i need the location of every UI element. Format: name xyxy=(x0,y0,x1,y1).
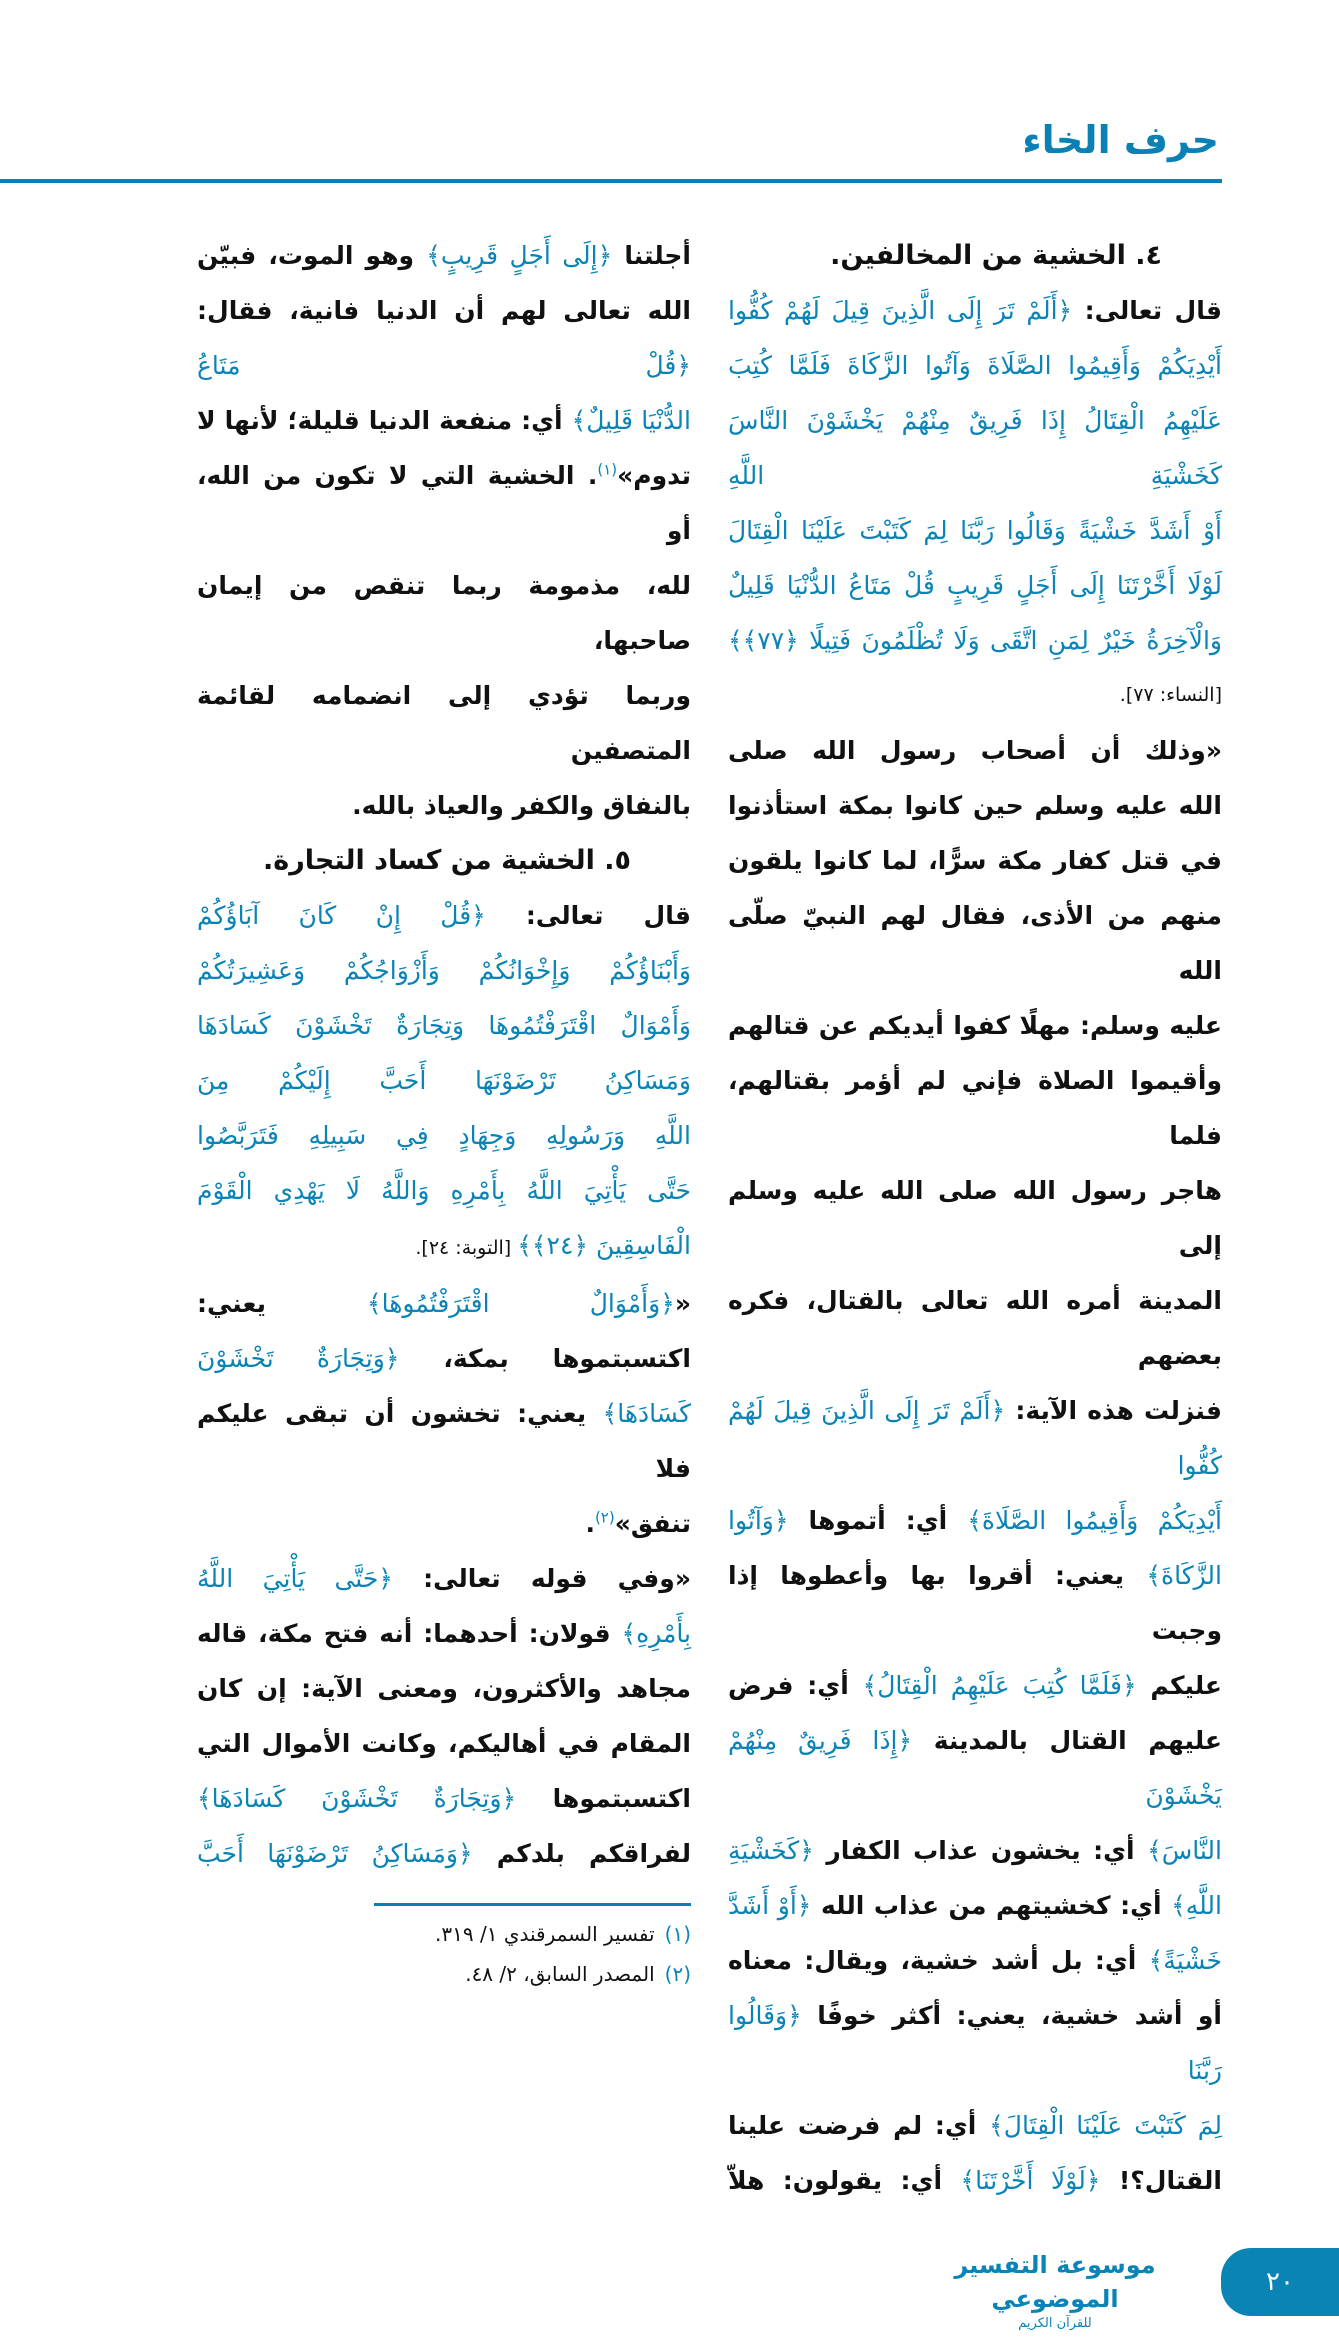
text-line xyxy=(197,778,691,833)
page-number-badge xyxy=(1221,2248,1339,2316)
quran-verse: وَمَسَاكِنُ تَرْضَوْنَهَا أَحَبَّ إِلَيْكُمْ مِنَ xyxy=(197,1066,691,1095)
text-line xyxy=(197,1716,691,1771)
body-text: لفراقكم بلدكم xyxy=(472,1839,691,1868)
text-line xyxy=(728,668,1222,723)
text-line xyxy=(728,1383,1222,1493)
body-text: هاجر رسول الله صلى الله عليه وسلم إلى xyxy=(728,1176,1222,1260)
quran-verse: ﴿فَلَمَّا كُتِبَ عَلَيْهِمُ الْقِتَالُ﴾ xyxy=(862,1671,1137,1700)
columns xyxy=(0,228,1339,2208)
body-text: وربما تؤدي إلى انضمامه لقائمة المتصفين xyxy=(197,681,691,765)
text-line xyxy=(197,943,691,998)
text-line xyxy=(728,1823,1222,1878)
quran-verse: وَالْآخِرَةُ خَيْرٌ لِمَنِ اتَّقَى وَلَا تُظْلَمُونَ فَتِيلًا ﴿٧٧﴾﴾ xyxy=(728,626,1222,655)
text-line xyxy=(728,833,1222,888)
body-text: الله تعالى لهم أن الدنيا فانية، فقال: xyxy=(197,296,691,325)
body-text: تدوم» xyxy=(617,461,691,490)
logo-title: موسوعة التفسير الموضوعي xyxy=(954,2251,1156,2313)
body-text: « xyxy=(674,1289,691,1318)
quran-verse: خَشْيَةً﴾ xyxy=(1148,1946,1222,1975)
quran-verse: ﴿وَتِجَارَةٌ تَخْشَوْنَ xyxy=(197,1344,400,1373)
text-line xyxy=(728,1878,1222,1933)
body-text: منهم من الأذى، فقال لهم النبيّ صلّى الله xyxy=(728,901,1222,985)
right-column xyxy=(728,228,1222,2208)
body-text: ٥. الخشية من كساد التجارة. xyxy=(263,845,631,876)
body-text: عليهم القتال بالمدينة xyxy=(912,1726,1222,1755)
body-text: اكتسبتموها xyxy=(516,1784,691,1813)
quran-verse: ﴿أَلَمْ تَرَ إِلَى الَّذِينَ قِيلَ لَهُمْ كُفُّوا xyxy=(728,1396,1222,1480)
body-text: يعني: تخشون أن تبقى عليكم فلا xyxy=(197,1399,691,1483)
text-line xyxy=(728,888,1222,998)
text-line xyxy=(728,778,1222,833)
quran-verse: ﴿إِلَى أَجَلٍ قَرِيبٍ﴾ xyxy=(426,241,613,270)
left-column-lines xyxy=(197,228,691,1881)
logo-subtitle: للقرآن الكريم xyxy=(1018,2316,1092,2331)
body-text: تنفق» xyxy=(614,1509,691,1538)
quran-verse: ﴿إِذَا فَرِيقٌ مِنْهُمْ يَخْشَوْنَ xyxy=(728,1726,1222,1810)
text-line xyxy=(197,1218,691,1276)
footnote-marker[interactable]: (١) xyxy=(597,460,618,479)
body-text: . الخشية التي لا تكون من الله، أو xyxy=(197,461,691,545)
body-text: «وفي قوله تعالى: xyxy=(392,1564,691,1593)
quran-verse: عَلَيْهِمُ الْقِتَالُ إِذَا فَرِيقٌ مِنْهُمْ يَخْشَوْنَ النَّاسَ كَخَشْيَةِ اللَّهِ xyxy=(728,406,1222,490)
verse-reference: [التوبة: ٢٤]. xyxy=(415,1237,518,1259)
text-line xyxy=(728,2098,1222,2153)
quran-verse: ﴿أَلَمْ تَرَ إِلَى الَّذِينَ قِيلَ لَهُمْ كُفُّوا xyxy=(728,296,1073,325)
body-text: عليه وسلم: مهلًا كفوا أيديكم عن قتالهم xyxy=(728,1011,1222,1040)
quran-verse: وَأَبْنَاؤُكُمْ وَإِخْوَانُكُمْ وَأَزْوَاجُكُمْ وَعَشِيرَتُكُمْ xyxy=(197,956,691,985)
page-number: ٢٠ xyxy=(1266,2267,1294,2297)
quran-verse: النَّاسَ﴾ xyxy=(1147,1836,1222,1865)
text-line xyxy=(197,1386,691,1496)
text-line xyxy=(728,1548,1222,1658)
quran-verse: اللَّهِ وَرَسُولِهِ وَجِهَادٍ فِي سَبِيلِهِ فَتَرَبَّصُوا xyxy=(197,1121,691,1150)
body-text: أي: منفعة الدنيا قليلة؛ لأنها لا xyxy=(197,406,572,435)
footnote-separator xyxy=(374,1903,691,1906)
quran-verse: ﴿لَوْلَا أَخَّرْتَنَا﴾ xyxy=(960,2166,1101,2195)
quran-verse: ﴿قُلْ مَتَاعُ xyxy=(197,351,691,380)
text-line xyxy=(728,393,1222,503)
body-text: اكتسبتموها بمكة، xyxy=(399,1344,691,1373)
quran-verse: الدُّنْيَا قَلِيلٌ﴾ xyxy=(571,406,691,435)
text-line xyxy=(728,503,1222,558)
text-line xyxy=(197,1826,691,1881)
body-text: أي: فرض xyxy=(728,1671,863,1700)
body-text: أي: يخشون عذاب الكفار xyxy=(813,1836,1148,1865)
text-line xyxy=(728,2153,1222,2208)
quran-verse: ﴿وَتِجَارَةٌ تَخْشَوْنَ كَسَادَهَا﴾ xyxy=(197,1784,517,1813)
text-line xyxy=(728,338,1222,393)
text-line xyxy=(197,1606,691,1661)
quran-verse: الزَّكَاةَ﴾ xyxy=(1146,1561,1222,1590)
text-line xyxy=(197,1108,691,1163)
footnote-marker[interactable]: (٢) xyxy=(594,1508,615,1527)
text-line xyxy=(197,283,691,393)
text-line xyxy=(728,613,1222,668)
body-text: ٤. الخشية من المخالفين. xyxy=(830,240,1162,271)
page-footer xyxy=(0,2248,1339,2338)
text-line xyxy=(728,723,1222,778)
footnote-2 xyxy=(197,1954,691,1994)
text-line xyxy=(197,558,691,668)
text-line xyxy=(728,1658,1222,1713)
text-line xyxy=(197,1661,691,1716)
text-line xyxy=(197,1163,691,1218)
text-line xyxy=(197,1331,691,1386)
body-text: المقام في أهاليكم، وكانت الأموال التي xyxy=(197,1729,691,1758)
text-line xyxy=(728,1273,1222,1383)
text-line xyxy=(197,448,691,558)
body-text: عليكم xyxy=(1136,1671,1222,1700)
text-line xyxy=(197,668,691,778)
body-text: فنزلت هذه الآية: xyxy=(1005,1396,1222,1425)
body-text: مجاهد والأكثرون، ومعنى الآية: إن كان xyxy=(197,1674,691,1703)
text-line xyxy=(197,1551,691,1606)
body-text: أي: يقولون: هلاّ xyxy=(728,2166,961,2195)
quran-verse: ﴿حَتَّى يَأْتِيَ اللَّهُ xyxy=(197,1564,393,1593)
text-line xyxy=(197,393,691,448)
chapter-title: حرف الخاء xyxy=(1022,118,1219,162)
text-line xyxy=(197,1276,691,1331)
body-text: قال تعالى: xyxy=(485,901,691,930)
footnote-text: المصدر السابق، ٢/ ٤٨. xyxy=(465,1962,655,1986)
body-text: يعني: أقروا بها وأعطوها إذا وجبت xyxy=(728,1561,1222,1645)
header-divider xyxy=(0,179,1222,183)
quran-verse: ﴿وَآتُوا xyxy=(728,1506,789,1535)
encyclopedia-logo xyxy=(930,2248,1180,2332)
text-line xyxy=(197,1771,691,1826)
footnote-number: (١) xyxy=(664,1922,691,1946)
quran-verse: بِأَمْرِهِ﴾ xyxy=(621,1619,691,1648)
body-text: وهو الموت، فبيّن xyxy=(197,241,427,270)
text-line xyxy=(728,1988,1222,2098)
quran-verse: أَوْ أَشَدَّ خَشْيَةً وَقَالُوا رَبَّنَا لِمَ كَتَبْتَ عَلَيْنَا الْقِتَالَ xyxy=(728,516,1222,545)
quran-verse: كَسَادَهَا﴾ xyxy=(602,1399,691,1428)
quran-verse: ﴿قُلْ إِنْ كَانَ آبَاؤُكُمْ xyxy=(197,901,486,930)
text-line xyxy=(728,998,1222,1053)
text-line xyxy=(728,1493,1222,1548)
body-text: أي: بل أشد خشية، ويقال: معناه xyxy=(728,1946,1149,1975)
text-line xyxy=(197,833,691,888)
body-text: . xyxy=(585,1509,595,1538)
text-line xyxy=(197,888,691,943)
body-text: وأقيموا الصلاة فإني لم أؤمر بقتالهم، فلما xyxy=(728,1066,1222,1150)
quran-verse: أَيْدِيَكُمْ وَأَقِيمُوا الصَّلَاةَ﴾ xyxy=(967,1506,1222,1535)
text-line xyxy=(197,1053,691,1108)
body-text: أي: لم فرضت علينا xyxy=(728,2111,990,2140)
quran-verse: ﴿وَقَالُوا رَبَّنَا xyxy=(728,2001,1222,2085)
footnote-text: تفسير السمرقندي ١/ ٣١٩. xyxy=(435,1922,655,1946)
body-text: القتال؟! xyxy=(1100,2166,1222,2195)
quran-verse: حَتَّى يَأْتِيَ اللَّهُ بِأَمْرِهِ وَاللَّهُ لَا يَهْدِي الْقَوْمَ xyxy=(197,1176,691,1205)
text-line xyxy=(728,1163,1222,1273)
body-text: الله عليه وسلم حين كانوا بمكة استأذنوا xyxy=(728,791,1222,820)
body-text: المدينة أمره الله تعالى بالقتال، فكره بعضهم xyxy=(728,1286,1222,1370)
quran-verse: الْفَاسِقِينَ ﴿٢٤﴾﴾ xyxy=(517,1231,691,1260)
body-text: قولان: أحدهما: أنه فتح مكة، قاله xyxy=(197,1619,622,1648)
quran-verse: ﴿أَوْ أَشَدَّ xyxy=(728,1891,812,1920)
text-line xyxy=(197,998,691,1053)
footnote-1 xyxy=(197,1914,691,1954)
body-text: يعني: xyxy=(197,1289,367,1318)
footnote-number: (٢) xyxy=(664,1962,691,1986)
quran-verse: اللَّهِ﴾ xyxy=(1171,1891,1222,1920)
quran-verse: لِمَ كَتَبْتَ عَلَيْنَا الْقِتَالَ﴾ xyxy=(989,2111,1222,2140)
body-text: أو أشد خشية، يعني: أكثر خوفًا xyxy=(801,2001,1222,2030)
body-text: بالنفاق والكفر والعياذ بالله. xyxy=(352,791,691,820)
quran-verse: ﴿كَخَشْيَةِ xyxy=(728,1836,814,1865)
text-line xyxy=(728,1933,1222,1988)
left-column xyxy=(197,228,691,1994)
quran-verse: أَيْدِيَكُمْ وَأَقِيمُوا الصَّلَاةَ وَآتُوا الزَّكَاةَ فَلَمَّا كُتِبَ xyxy=(728,351,1222,380)
text-line xyxy=(728,558,1222,613)
text-line xyxy=(197,1496,691,1551)
quran-verse: ﴿وَأَمْوَالٌ اقْتَرَفْتُمُوهَا﴾ xyxy=(366,1289,675,1318)
text-line xyxy=(197,228,691,283)
right-column-lines xyxy=(728,228,1222,2208)
text-line xyxy=(728,1713,1222,1823)
text-line xyxy=(728,283,1222,338)
quran-verse: وَأَمْوَالٌ اقْتَرَفْتُمُوهَا وَتِجَارَةٌ تَخْشَوْنَ كَسَادَهَا xyxy=(197,1011,691,1040)
body-text: في قتل كفار مكة سرًّا، لما كانوا يلقون xyxy=(728,846,1222,875)
body-text: «وذلك أن أصحاب رسول الله صلى xyxy=(728,736,1222,765)
body-text: أي: أتموها xyxy=(788,1506,968,1535)
quran-verse: ﴿وَمَسَاكِنُ تَرْضَوْنَهَا أَحَبَّ xyxy=(197,1839,473,1868)
body-text: لله، مذمومة ربما تنقص من إيمان صاحبها، xyxy=(197,571,691,655)
body-text: أجلتنا xyxy=(612,241,691,270)
text-line xyxy=(728,228,1222,283)
body-text: أي: كخشيتهم من عذاب الله xyxy=(811,1891,1172,1920)
text-line xyxy=(728,1053,1222,1163)
body-text: [النساء: ٧٧]. xyxy=(1119,684,1222,706)
page-body xyxy=(0,228,1339,2338)
quran-verse: لَوْلَا أَخَّرْتَنَا إِلَى أَجَلٍ قَرِيبٍ قُلْ مَتَاعُ الدُّنْيَا قَلِيلٌ xyxy=(728,571,1222,600)
body-text: قال تعالى: xyxy=(1072,296,1222,325)
